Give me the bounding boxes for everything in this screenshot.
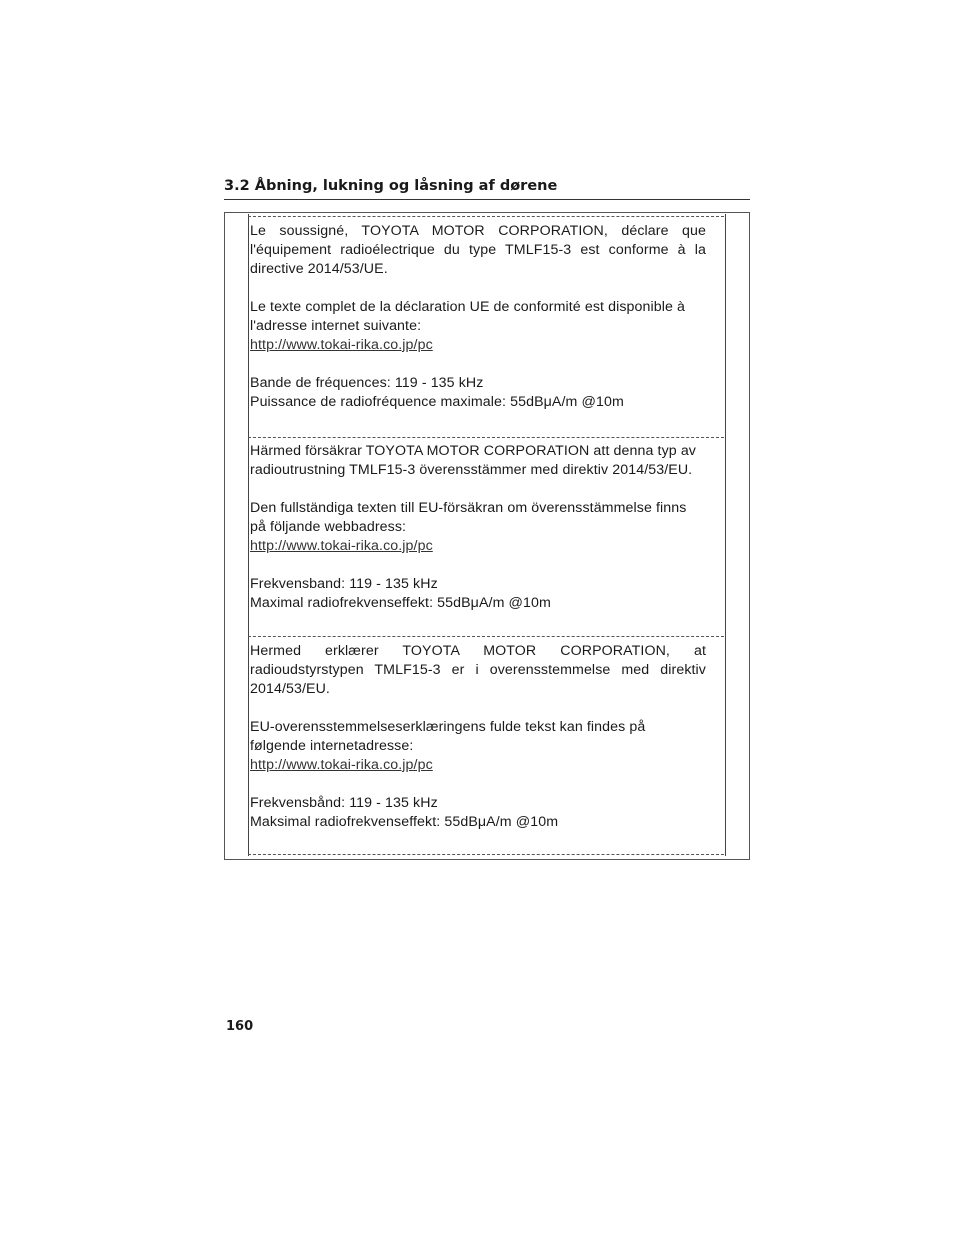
url-link[interactable]: http://www.tokai-rika.co.jp/pc [250,757,433,773]
declaration-sv [250,442,706,613]
url-link[interactable]: http://www.tokai-rika.co.jp/pc [250,337,433,353]
divider [248,437,724,438]
divider [248,636,724,637]
text-line: Den fullständiga texten till EU-försäkran om överensstämmelse finns [250,500,687,516]
text-line: EU-overensstemmelseserklæringens fulde tekst kan findes på [250,719,646,735]
declaration-da [250,642,706,832]
text-line: Maximal radiofrekvenseffekt: 55dBμA/m @10m [250,595,551,611]
text-line: Frekvensbånd: 119 - 135 kHz [250,795,438,811]
declaration-fr [250,222,706,412]
text-line: radioutrustning TMLF15-3 överensstämmer med direktiv 2014/53/EU. [250,462,693,478]
text-line: på följande webbadress: [250,519,407,535]
text-line: directive 2014/53/UE. [250,261,388,277]
text-line: Frekvensband: 119 - 135 kHz [250,576,438,592]
text-line: 2014/53/EU. [250,681,330,697]
text-line: Härmed försäkrar TOYOTA MOTOR CORPORATION att denna typ av [250,443,696,459]
section-header: 3.2 Åbning, lukning og låsning af dørene [224,178,750,200]
text-line: Hermed erklærer TOYOTA MOTOR CORPORATION, at [250,643,706,659]
text-line: l'adresse internet suivante: [250,318,422,334]
page-number: 160 [226,1019,254,1034]
text-line: Le soussigné, TOYOTA MOTOR CORPORATION, déclare que [250,223,706,239]
text-line: Puissance de radiofréquence maximale: 55dBμA/m @10m [250,394,624,410]
text-line: radioudstyrstypen TMLF15-3 er i overensstemmelse med direktiv [250,662,706,678]
text-line: Bande de fréquences: 119 - 135 kHz [250,375,484,391]
text-line: Le texte complet de la déclaration UE de conformité est disponible à [250,299,686,315]
text-line: Maksimal radiofrekvenseffekt: 55dBμA/m @10m [250,814,559,830]
text-line: l'équipement radioélectrique du type TMLF15-3 est conforme à la [250,242,706,258]
divider [248,854,724,855]
url-link[interactable]: http://www.tokai-rika.co.jp/pc [250,538,433,554]
divider [248,216,724,217]
text-line: følgende internetadresse: [250,738,414,754]
